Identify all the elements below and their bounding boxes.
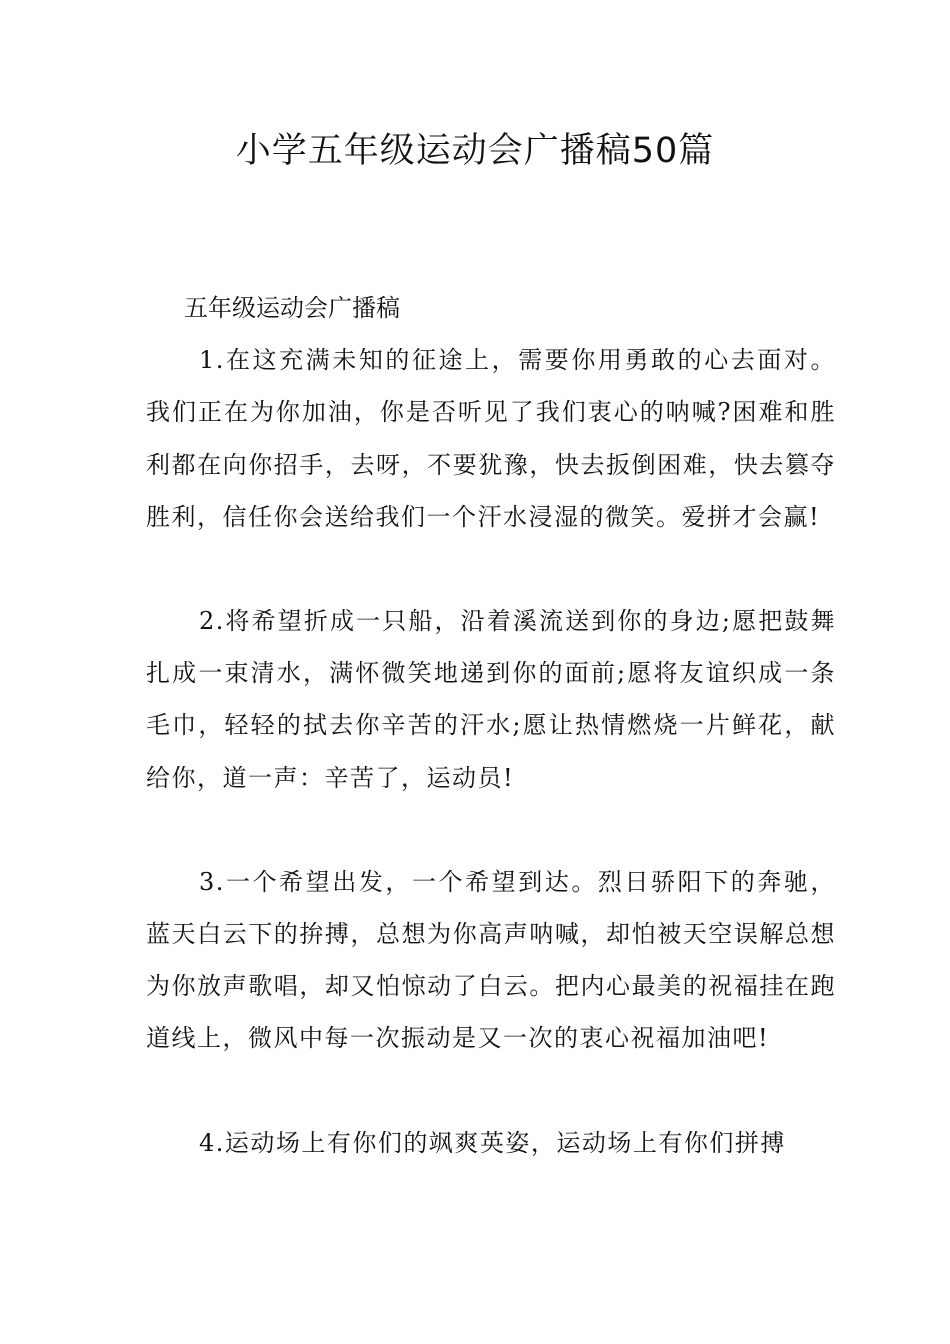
paragraph-2: 2.将希望折成一只船，沿着溪流送到你的身边;愿把鼓舞扎成一束清水，满怀微笑地递到你的面前;愿将友谊织成一条毛巾，轻轻的拭去你辛苦的汗水;愿让热情燃烧一片鲜花，献给你，道一声：辛苦了，运动员! xyxy=(146,607,836,792)
paragraph-4: 4.运动场上有你们的飒爽英姿，运动场上有你们拼搏 xyxy=(199,1128,786,1157)
document-title: 小学五年级运动会广播稿50篇 xyxy=(235,131,715,171)
paragraph-3: 3.一个希望出发，一个希望到达。烈日骄阳下的奔驰，蓝天白云下的拚搏，总想为你高声呐喊，却怕被天空误解总想为你放声歌唱，却又怕惊动了白云。把内心最美的祝福挂在跑道线上，微风中每一次振动是又一次的衷心祝福加油吧! xyxy=(146,867,836,1053)
section-subheading: 五年级运动会广播稿 xyxy=(184,294,400,322)
document-body xyxy=(146,282,836,1221)
paragraph-1: 1.在这充满未知的征途上，需要你用勇敢的心去面对。我们正在为你加油，你是否听见了我们衷心的呐喊?困难和胜利都在向你招手，去呀，不要犹豫，快去扳倒困难，快去篡夺胜利，信任你会送给我们一个汗水浸湿的微笑。爱拼才会赢! xyxy=(146,346,836,531)
